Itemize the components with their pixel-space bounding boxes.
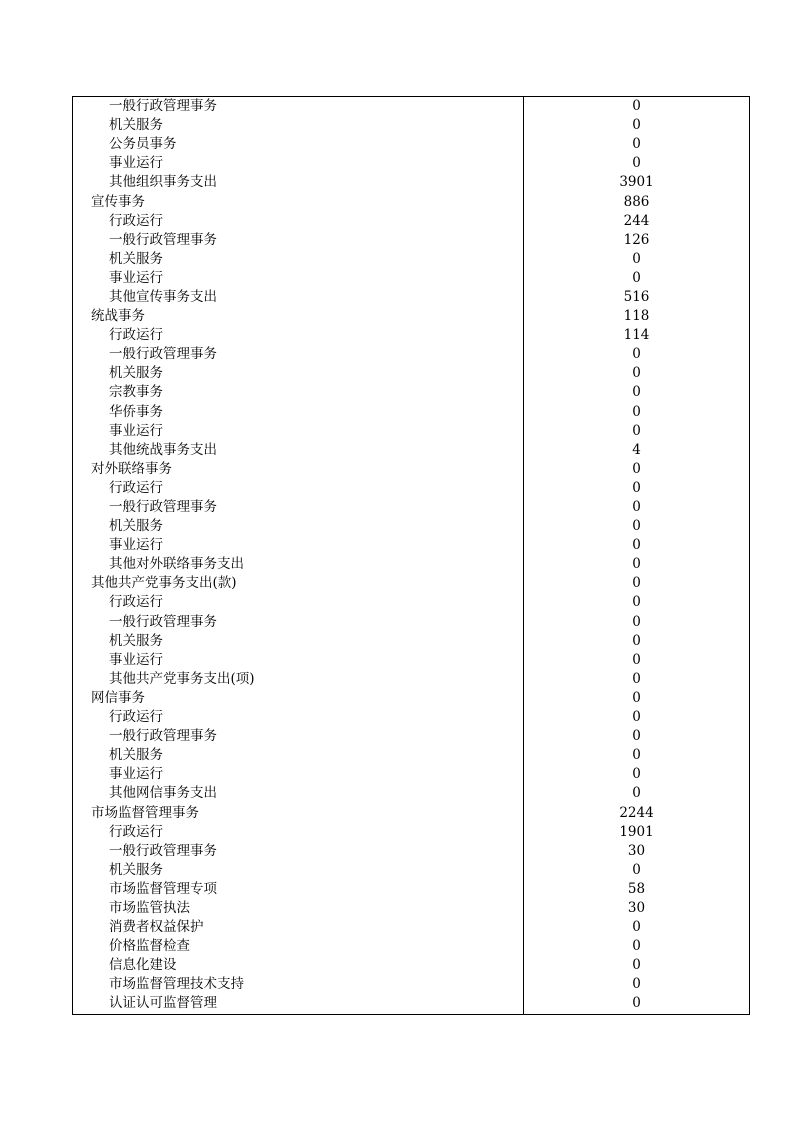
table-row-item <box>73 536 750 555</box>
table-row-item <box>73 250 750 269</box>
row-name-cell <box>73 135 524 154</box>
row-name-cell <box>73 746 524 765</box>
table-row-category <box>73 689 750 708</box>
row-value: 0 <box>632 594 641 611</box>
row-value: 4 <box>632 441 641 458</box>
row-name-cell <box>73 670 524 689</box>
row-value-cell <box>524 288 750 307</box>
row-name: 行政运行 <box>109 594 163 611</box>
row-value: 114 <box>623 327 650 344</box>
row-value: 0 <box>632 689 641 706</box>
row-name-cell <box>73 994 524 1014</box>
row-name: 宗教事务 <box>109 384 163 401</box>
row-name-cell <box>73 708 524 727</box>
row-value: 886 <box>623 193 650 210</box>
row-name-cell <box>73 632 524 651</box>
row-name: 消费者权益保护 <box>109 919 204 936</box>
table-row-item <box>73 823 750 842</box>
row-name-cell <box>73 784 524 803</box>
row-value: 30 <box>627 842 646 859</box>
table-row-item <box>73 899 750 918</box>
row-value: 2244 <box>619 804 654 821</box>
row-value-cell <box>524 613 750 632</box>
row-name-cell <box>73 842 524 861</box>
row-value-cell <box>524 250 750 269</box>
row-value: 0 <box>632 499 641 516</box>
table-row-category <box>73 460 750 479</box>
row-value: 0 <box>632 556 641 573</box>
row-value: 0 <box>632 250 641 267</box>
row-value: 0 <box>632 479 641 496</box>
row-value-cell <box>524 231 750 250</box>
expenditure-table-container <box>72 96 713 1015</box>
table-row-item <box>73 135 750 154</box>
row-value-cell <box>524 727 750 746</box>
table-row-item <box>73 861 750 880</box>
row-value: 0 <box>632 670 641 687</box>
row-name-cell <box>73 116 524 135</box>
row-value-cell <box>524 918 750 937</box>
table-row-item <box>73 231 750 250</box>
row-value-cell <box>524 842 750 861</box>
row-value: 0 <box>632 460 641 477</box>
row-value-cell <box>524 899 750 918</box>
row-name-cell <box>73 269 524 288</box>
row-name: 公务员事务 <box>109 136 177 153</box>
table-row-item <box>73 784 750 803</box>
table-row-category <box>73 574 750 593</box>
table-row-item <box>73 956 750 975</box>
row-name-cell <box>73 231 524 250</box>
table-row-item <box>73 326 750 345</box>
row-name-cell <box>73 823 524 842</box>
row-name: 市场监督管理专项 <box>109 880 217 897</box>
row-value: 0 <box>632 861 641 878</box>
row-value: 126 <box>623 231 650 248</box>
row-value-cell <box>524 651 750 670</box>
row-value-cell <box>524 403 750 422</box>
row-value: 0 <box>632 346 641 363</box>
row-name: 华侨事务 <box>109 403 163 420</box>
row-value: 0 <box>632 365 641 382</box>
row-value-cell <box>524 937 750 956</box>
row-name-cell <box>73 250 524 269</box>
table-row-item <box>73 383 750 402</box>
row-name: 信息化建设 <box>109 957 177 974</box>
row-value-cell <box>524 536 750 555</box>
table-row-item <box>73 975 750 994</box>
row-name: 一般行政管理事务 <box>109 231 217 248</box>
table-row-item <box>73 880 750 899</box>
row-name: 一般行政管理事务 <box>109 346 217 363</box>
row-name: 机关服务 <box>109 518 163 535</box>
row-value-cell <box>524 803 750 822</box>
row-value-cell <box>524 307 750 326</box>
row-value-cell <box>524 345 750 364</box>
row-value: 0 <box>632 976 641 993</box>
row-name-cell <box>73 727 524 746</box>
table-row-item <box>73 403 750 422</box>
row-name: 机关服务 <box>109 250 163 267</box>
row-name-cell <box>73 383 524 402</box>
table-row-item <box>73 517 750 536</box>
row-value-cell <box>524 880 750 899</box>
row-name-cell <box>73 307 524 326</box>
row-value: 0 <box>632 155 641 172</box>
row-name: 事业运行 <box>109 651 163 668</box>
row-value: 516 <box>623 288 650 305</box>
row-name: 行政运行 <box>109 709 163 726</box>
row-name-cell <box>73 97 524 117</box>
row-name: 市场监督管理技术支持 <box>109 976 244 993</box>
table-row-item <box>73 422 750 441</box>
row-name: 事业运行 <box>109 537 163 554</box>
row-value-cell <box>524 460 750 479</box>
row-name: 事业运行 <box>109 269 163 286</box>
row-value: 244 <box>623 212 650 229</box>
row-value-cell <box>524 441 750 460</box>
row-value-cell <box>524 746 750 765</box>
row-name: 市场监管执法 <box>109 899 190 916</box>
row-name: 对外联络事务 <box>91 460 172 477</box>
row-value: 0 <box>632 384 641 401</box>
row-name-cell <box>73 192 524 211</box>
table-row-item <box>73 918 750 937</box>
row-value-cell <box>524 498 750 517</box>
row-value-cell <box>524 326 750 345</box>
expenditure-table <box>72 96 750 1015</box>
row-name: 一般行政管理事务 <box>109 98 217 115</box>
row-value: 0 <box>632 728 641 745</box>
row-value-cell <box>524 173 750 192</box>
row-value-cell <box>524 116 750 135</box>
row-value-cell <box>524 784 750 803</box>
table-row-item <box>73 498 750 517</box>
row-name: 一般行政管理事务 <box>109 842 217 859</box>
row-name-cell <box>73 460 524 479</box>
table-row-category <box>73 803 750 822</box>
row-value-cell <box>524 383 750 402</box>
row-value: 0 <box>632 117 641 134</box>
row-name: 机关服务 <box>109 632 163 649</box>
row-name-cell <box>73 154 524 173</box>
row-name-cell <box>73 555 524 574</box>
row-value-cell <box>524 823 750 842</box>
row-name: 其他统战事务支出 <box>109 441 217 458</box>
row-value-cell <box>524 861 750 880</box>
row-value: 0 <box>632 613 641 630</box>
row-value-cell <box>524 97 750 117</box>
row-value-cell <box>524 517 750 536</box>
row-name: 事业运行 <box>109 422 163 439</box>
table-row-category <box>73 307 750 326</box>
row-name: 事业运行 <box>109 155 163 172</box>
row-name: 其他网信事务支出 <box>109 785 217 802</box>
table-row-item <box>73 613 750 632</box>
row-name: 机关服务 <box>109 365 163 382</box>
row-value: 3901 <box>619 174 654 191</box>
row-name-cell <box>73 441 524 460</box>
row-name: 其他组织事务支出 <box>109 174 217 191</box>
row-name-cell <box>73 803 524 822</box>
row-name-cell <box>73 861 524 880</box>
row-name-cell <box>73 651 524 670</box>
row-name-cell <box>73 536 524 555</box>
row-value-cell <box>524 192 750 211</box>
row-value: 0 <box>632 709 641 726</box>
row-value: 1901 <box>619 823 654 840</box>
table-body <box>73 97 750 1015</box>
table-row-item <box>73 765 750 784</box>
row-name: 认证认可监督管理 <box>109 995 217 1012</box>
row-value-cell <box>524 670 750 689</box>
row-value: 58 <box>627 880 646 897</box>
row-value-cell <box>524 632 750 651</box>
row-value: 0 <box>632 518 641 535</box>
row-name-cell <box>73 517 524 536</box>
row-name: 机关服务 <box>109 861 163 878</box>
row-value-cell <box>524 269 750 288</box>
row-value: 0 <box>632 919 641 936</box>
table-row-item <box>73 364 750 383</box>
row-name-cell <box>73 364 524 383</box>
row-value: 0 <box>632 537 641 554</box>
table-row-item <box>73 116 750 135</box>
row-name-cell <box>73 173 524 192</box>
row-value-cell <box>524 975 750 994</box>
table-row-item <box>73 708 750 727</box>
row-name: 其他共产党事务支出(项) <box>109 670 255 687</box>
row-name: 一般行政管理事务 <box>109 728 217 745</box>
row-name-cell <box>73 937 524 956</box>
row-name: 市场监督管理事务 <box>91 804 199 821</box>
row-value: 0 <box>632 98 641 115</box>
row-name: 行政运行 <box>109 479 163 496</box>
table-row-item <box>73 670 750 689</box>
row-value-cell <box>524 135 750 154</box>
row-name: 价格监督检查 <box>109 938 190 955</box>
row-name: 其他共产党事务支出(款) <box>91 575 237 592</box>
table-row-item <box>73 593 750 612</box>
row-value-cell <box>524 154 750 173</box>
row-name-cell <box>73 326 524 345</box>
row-value-cell <box>524 689 750 708</box>
row-name: 机关服务 <box>109 117 163 134</box>
row-name: 宣传事务 <box>91 193 145 210</box>
row-name: 一般行政管理事务 <box>109 499 217 516</box>
row-value: 0 <box>632 403 641 420</box>
table-row-item <box>73 269 750 288</box>
table-row-item <box>73 345 750 364</box>
row-name: 其他宣传事务支出 <box>109 288 217 305</box>
row-name-cell <box>73 574 524 593</box>
table-row-item <box>73 288 750 307</box>
row-name-cell <box>73 345 524 364</box>
row-value: 0 <box>632 269 641 286</box>
row-name-cell <box>73 593 524 612</box>
row-value: 0 <box>632 747 641 764</box>
row-name-cell <box>73 880 524 899</box>
table-row-item <box>73 97 750 117</box>
row-name: 一般行政管理事务 <box>109 613 217 630</box>
row-value-cell <box>524 479 750 498</box>
table-row-item <box>73 173 750 192</box>
row-value-cell <box>524 956 750 975</box>
table-row-item <box>73 937 750 956</box>
row-name-cell <box>73 918 524 937</box>
row-value-cell <box>524 708 750 727</box>
table-row-category <box>73 192 750 211</box>
row-name-cell <box>73 956 524 975</box>
row-value: 0 <box>632 785 641 802</box>
table-row-item <box>73 651 750 670</box>
row-value: 0 <box>632 422 641 439</box>
row-name-cell <box>73 498 524 517</box>
table-row-item <box>73 555 750 574</box>
row-value: 0 <box>632 136 641 153</box>
table-row-item <box>73 632 750 651</box>
row-value-cell <box>524 574 750 593</box>
row-value: 0 <box>632 651 641 668</box>
row-name: 行政运行 <box>109 823 163 840</box>
row-value: 0 <box>632 632 641 649</box>
row-name: 其他对外联络事务支出 <box>109 556 244 573</box>
row-value: 0 <box>632 957 641 974</box>
row-name-cell <box>73 899 524 918</box>
row-name-cell <box>73 212 524 231</box>
row-value: 0 <box>632 766 641 783</box>
table-row-item <box>73 746 750 765</box>
table-row-item <box>73 479 750 498</box>
row-name-cell <box>73 613 524 632</box>
row-name: 统战事务 <box>91 308 145 325</box>
row-value-cell <box>524 364 750 383</box>
row-value-cell <box>524 765 750 784</box>
row-name-cell <box>73 403 524 422</box>
row-name-cell <box>73 689 524 708</box>
table-row-item <box>73 212 750 231</box>
row-value: 0 <box>632 995 641 1012</box>
row-name: 机关服务 <box>109 747 163 764</box>
row-value-cell <box>524 212 750 231</box>
table-row-item <box>73 994 750 1014</box>
table-row-item <box>73 727 750 746</box>
row-name-cell <box>73 975 524 994</box>
table-row-item <box>73 441 750 460</box>
row-name: 网信事务 <box>91 689 145 706</box>
table-row-item <box>73 842 750 861</box>
row-value-cell <box>524 422 750 441</box>
row-name-cell <box>73 422 524 441</box>
row-name: 行政运行 <box>109 327 163 344</box>
row-value: 0 <box>632 575 641 592</box>
row-name-cell <box>73 479 524 498</box>
row-name-cell <box>73 288 524 307</box>
row-value-cell <box>524 555 750 574</box>
row-value-cell <box>524 994 750 1014</box>
row-value: 0 <box>632 938 641 955</box>
row-name: 行政运行 <box>109 212 163 229</box>
row-value: 30 <box>627 899 646 916</box>
row-value-cell <box>524 593 750 612</box>
table-row-item <box>73 154 750 173</box>
row-name-cell <box>73 765 524 784</box>
row-name: 事业运行 <box>109 766 163 783</box>
row-value: 118 <box>623 308 650 325</box>
